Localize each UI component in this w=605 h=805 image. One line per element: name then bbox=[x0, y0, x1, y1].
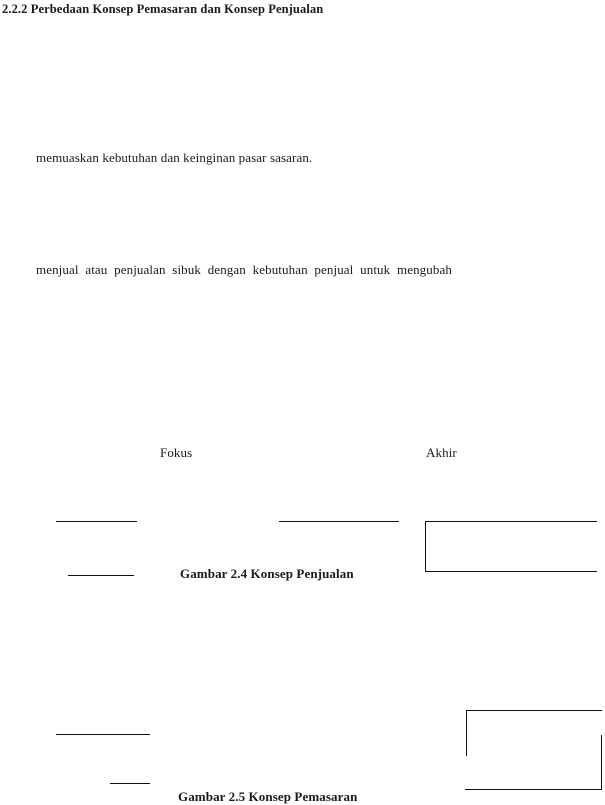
diagram-line bbox=[425, 521, 597, 522]
paragraph-line-memuaskan: memuaskan kebutuhan dan keinginan pasar sasaran. bbox=[36, 150, 313, 165]
diagram-line bbox=[56, 521, 137, 522]
figure-caption: Gambar 2.5 Konsep Pemasaran bbox=[178, 789, 358, 804]
figure-label-fokus: Fokus bbox=[160, 445, 193, 460]
figure-caption: Gambar 2.4 Konsep Penjualan bbox=[180, 566, 354, 581]
diagram-line bbox=[279, 521, 399, 522]
diagram-line bbox=[56, 734, 150, 735]
diagram-line bbox=[425, 571, 597, 572]
paragraph-line-menjual: menjual atau penjualan sibuk dengan kebutuhan penjual untuk mengubah bbox=[36, 262, 452, 277]
diagram-line bbox=[466, 710, 602, 711]
diagram-line bbox=[110, 783, 150, 784]
diagram-line bbox=[465, 789, 602, 790]
diagram-line bbox=[466, 710, 467, 756]
figure-label-akhir: Akhir bbox=[426, 445, 457, 460]
diagram-line bbox=[601, 735, 602, 790]
diagram-line bbox=[425, 521, 426, 571]
section-heading: 2.2.2 Perbedaan Konsep Pemasaran dan Konsep Penjualan bbox=[2, 2, 324, 16]
diagram-line bbox=[68, 575, 134, 576]
